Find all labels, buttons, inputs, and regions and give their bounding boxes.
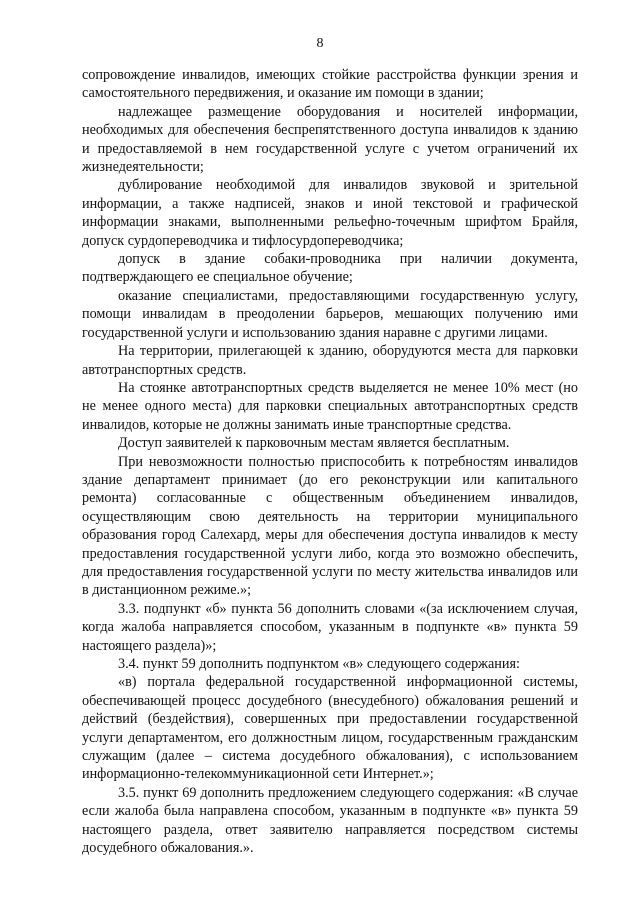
paragraph-2: надлежащее размещение оборудования и носителей информации, необходимых для обеспечения беспрепятственного доступа инвалидов к зданию и предоставляемой в нем государственной услуге с учетом ограничений их жизнедеятельности; [82,103,578,176]
paragraph-9: При невозможности полностью приспособить к потребностям инвалидов здание департамент принимает (до его реконструкции или капитального ремонта) согласованные с общественным объединением инвалидов, осуществляющим свою деятельность на территории муниципального образования город Салехард, меры для обеспечения доступа инвалидов к месту предоставления государственной услуги либо, когда это возможно обеспечить, для предоставления государственной услуги по месту жительства инвалидов или в дистанционном режиме.»; [82,453,578,599]
paragraph-10: 3.3. подпункт «б» пункта 56 дополнить словами «(за исключением случая, когда жалоба направляется способом, указанным в подпункте «в» пункта 59 настоящего раздела)»; [82,600,578,654]
page-number: 8 [316,36,324,51]
paragraph-8: Доступ заявителей к парковочным местам является бесплатным. [118,435,510,452]
paragraph-5: оказание специалистами, предоставляющими государственную услугу, помощи инвалидам в преодолении барьеров, мешающих получению ими государственной услуги и использованию здания наравне с другими лицами. [82,287,578,341]
paragraph-12: «в) портала федеральной государственной информационной системы, обеспечивающей процесс досудебного (внесудебного) обжалования решений и действий (бездействия), совершенных при предоставлении государственной услуги департаментом, его должностным лицом, государственным гражданским служащим (далее – система досудебного обжалования), с использованием информационно-телекоммуникационной сети Интернет.»; [82,674,578,783]
paragraph-1: сопровождение инвалидов, имеющих стойкие расстройства функции зрения и самостоятельного передвижения, и оказание им помощи в здании; [82,67,578,102]
document-body [82,66,578,857]
paragraph-11: 3.4. пункт 59 дополнить подпунктом «в» следующего содержания: [118,656,520,672]
paragraph-6: На территории, прилегающей к зданию, оборудуются места для парковки автотранспортных средств. [82,343,578,378]
paragraph-4: допуск в здание собаки-проводника при наличии документа, подтверждающего ее специальное обучение; [82,251,578,286]
paragraph-13: 3.5. пункт 69 дополнить предложением следующего содержания: «В случае если жалоба была направлена способом, указанным в подпункте «в» пункта 59 настоящего раздела, ответ заявителю направляется посредством системы досудебного обжалования.». [82,784,578,857]
paragraph-3: дублирование необходимой для инвалидов звуковой и зрительной информации, а также надписей, знаков и иной текстовой и графической информации знаками, выполненными рельефно-точечным шрифтом Брайля, допуск сурдопереводчика и тифлосурдопереводчика; [82,177,578,249]
paragraph-7: На стоянке автотранспортных средств выделяется не менее 10% мест (но не менее одного места) для парковки специальных автотранспортных средств инвалидов, которые не должны занимать иные транспортные средства. [82,379,578,433]
